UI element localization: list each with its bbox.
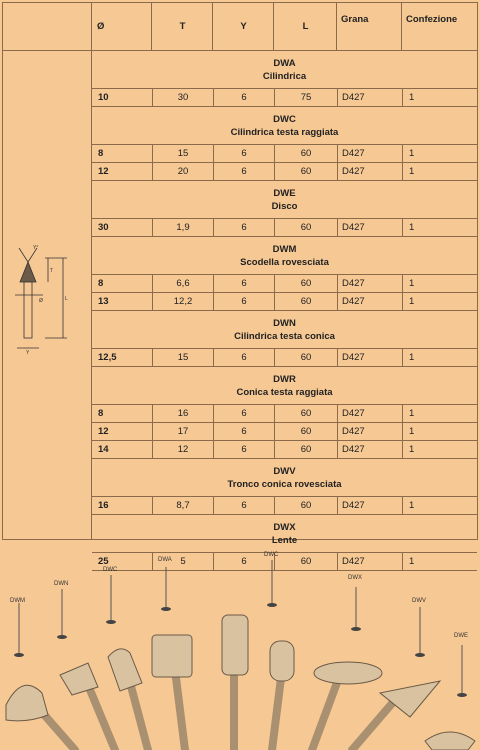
table-row	[92, 496, 477, 515]
table-cell: 1	[402, 163, 478, 180]
diagram-label-y-deg: Y°	[33, 245, 39, 251]
header-label: Y	[240, 21, 247, 32]
table-cell: 8	[98, 408, 104, 419]
group-name: Cilindrica	[262, 71, 307, 82]
group-name: Disco	[271, 201, 298, 212]
header-grana	[336, 3, 402, 50]
header-t	[151, 3, 213, 50]
table-row	[92, 88, 477, 107]
tool-label-dwe: DWE	[454, 633, 468, 639]
table-cell: 1	[402, 405, 478, 422]
tool-label-dwc-2: DWC	[264, 552, 279, 558]
tool-label-dwc: DWC	[103, 567, 118, 573]
header-label: T	[179, 21, 186, 32]
table-cell: 25	[98, 556, 109, 567]
table-cell: 1	[402, 219, 478, 236]
table-cell: 20	[152, 163, 213, 180]
diagram-label-l: L	[65, 296, 68, 302]
table-cell: 60	[274, 441, 337, 458]
product-group-0	[92, 50, 477, 106]
table-cell: 1	[402, 349, 478, 366]
product-group-4	[92, 310, 477, 366]
group-code: DWM	[272, 244, 297, 255]
header-y	[212, 3, 274, 50]
table-cell: 60	[274, 405, 337, 422]
table-cell: 1	[402, 293, 478, 310]
table-cell: 6	[213, 349, 274, 366]
group-code: DWV	[273, 466, 296, 477]
table-cell: 1	[402, 145, 478, 162]
product-table	[2, 2, 478, 567]
table-cell: 16	[152, 405, 213, 422]
table-cell: 12,2	[152, 293, 213, 310]
table-cell: D427	[337, 553, 402, 570]
table-cell: 8,7	[152, 497, 213, 514]
diagram-label-y: Y	[26, 350, 30, 356]
table-cell: D427	[337, 163, 402, 180]
table-cell: D427	[337, 89, 402, 106]
table-cell: 60	[274, 497, 337, 514]
table-cell: 6	[213, 219, 274, 236]
table-cell: 6	[213, 275, 274, 292]
table-row	[92, 292, 477, 311]
table-cell: D427	[337, 349, 402, 366]
group-name: Tronco conica rovesciata	[227, 479, 342, 490]
diagram-label-diameter: Ø	[39, 298, 43, 304]
group-name: Lente	[271, 535, 298, 546]
header-diameter	[91, 3, 152, 50]
table-cell: 1	[402, 275, 478, 292]
table-row	[92, 422, 477, 440]
tool-drawing	[3, 50, 91, 541]
table-cell: 1	[402, 497, 478, 514]
table-cell: 15	[152, 145, 213, 162]
group-code: DWX	[273, 522, 296, 533]
group-name: Conica testa raggiata	[236, 387, 333, 398]
table-cell: 6	[213, 497, 274, 514]
table-cell: D427	[337, 423, 402, 440]
table-cell: D427	[337, 441, 402, 458]
table-row	[92, 404, 477, 422]
header-label: Grana	[341, 14, 369, 25]
table-cell: 60	[274, 275, 337, 292]
product-groups	[91, 50, 477, 567]
group-code: DWA	[273, 58, 296, 69]
table-cell: D427	[337, 293, 402, 310]
table-row	[92, 440, 477, 459]
table-cell: 60	[274, 423, 337, 440]
table-cell: 16	[98, 500, 109, 511]
group-code: DWE	[273, 188, 296, 199]
table-cell: 12	[98, 426, 109, 437]
table-cell: 1	[402, 423, 478, 440]
tools-illustration	[0, 545, 480, 750]
group-code: DWR	[273, 374, 296, 385]
table-cell: 6	[213, 145, 274, 162]
table-cell: D427	[337, 275, 402, 292]
table-cell: D427	[337, 145, 402, 162]
group-code: DWN	[273, 318, 296, 329]
table-cell: 6	[213, 163, 274, 180]
table-cell: 8	[98, 278, 104, 289]
table-cell: 60	[274, 293, 337, 310]
table-cell: 6	[213, 553, 274, 570]
table-cell: 60	[274, 219, 337, 236]
table-cell: 1	[402, 89, 478, 106]
product-group-5	[92, 366, 477, 458]
table-cell: 6,6	[152, 275, 213, 292]
table-cell: 12,5	[98, 352, 117, 363]
header-l	[273, 3, 337, 50]
table-row	[92, 218, 477, 237]
table-cell: 10	[98, 92, 109, 103]
table-cell: 12	[98, 166, 109, 177]
table-row	[92, 162, 477, 181]
table-cell: 30	[98, 222, 109, 233]
header-label: Ø	[97, 21, 105, 32]
product-group-2	[92, 180, 477, 236]
table-cell: 30	[152, 89, 213, 106]
group-name: Cilindrica testa raggiata	[230, 127, 339, 138]
table-cell: 5	[152, 553, 213, 570]
product-group-3	[92, 236, 477, 310]
tool-label-dwm: DWM	[10, 598, 25, 604]
table-header	[3, 3, 477, 51]
table-cell: 6	[213, 441, 274, 458]
table-cell: 8	[98, 148, 104, 159]
table-row	[92, 274, 477, 292]
table-cell: 75	[274, 89, 337, 106]
product-group-6	[92, 458, 477, 514]
table-cell: 60	[274, 163, 337, 180]
table-cell: 1	[402, 553, 478, 570]
tool-label-dwn: DWN	[54, 581, 69, 587]
table-cell: 14	[98, 444, 109, 455]
table-cell: D427	[337, 219, 402, 236]
product-group-1	[92, 106, 477, 180]
diagram-label-t: T	[50, 268, 54, 274]
header-label: Confezione	[406, 14, 458, 25]
table-cell: 1	[402, 441, 478, 458]
table-cell: 17	[152, 423, 213, 440]
table-row	[92, 144, 477, 162]
table-cell: 6	[213, 405, 274, 422]
tool-label-dwa: DWA	[158, 557, 172, 563]
group-code: DWC	[273, 114, 296, 125]
table-cell: 15	[152, 349, 213, 366]
tool-dimension-diagram	[3, 50, 91, 539]
header-label: L	[302, 21, 309, 32]
table-cell: 6	[213, 89, 274, 106]
table-cell: D427	[337, 405, 402, 422]
table-cell: D427	[337, 497, 402, 514]
group-name: Cilindrica testa conica	[234, 331, 335, 342]
table-cell: 12	[152, 441, 213, 458]
table-cell: 1,9	[152, 219, 213, 236]
tool-label-dwv: DWV	[412, 598, 426, 604]
table-cell: 60	[274, 349, 337, 366]
table-cell: 60	[274, 145, 337, 162]
table-cell: 6	[213, 423, 274, 440]
table-cell: 6	[213, 293, 274, 310]
header-confezione	[401, 3, 480, 50]
table-row	[92, 348, 477, 367]
table-cell: 13	[98, 296, 109, 307]
tool-label-dwx: DWX	[348, 575, 362, 581]
group-name: Scodella rovesciata	[240, 257, 329, 268]
table-cell: 60	[274, 553, 337, 570]
